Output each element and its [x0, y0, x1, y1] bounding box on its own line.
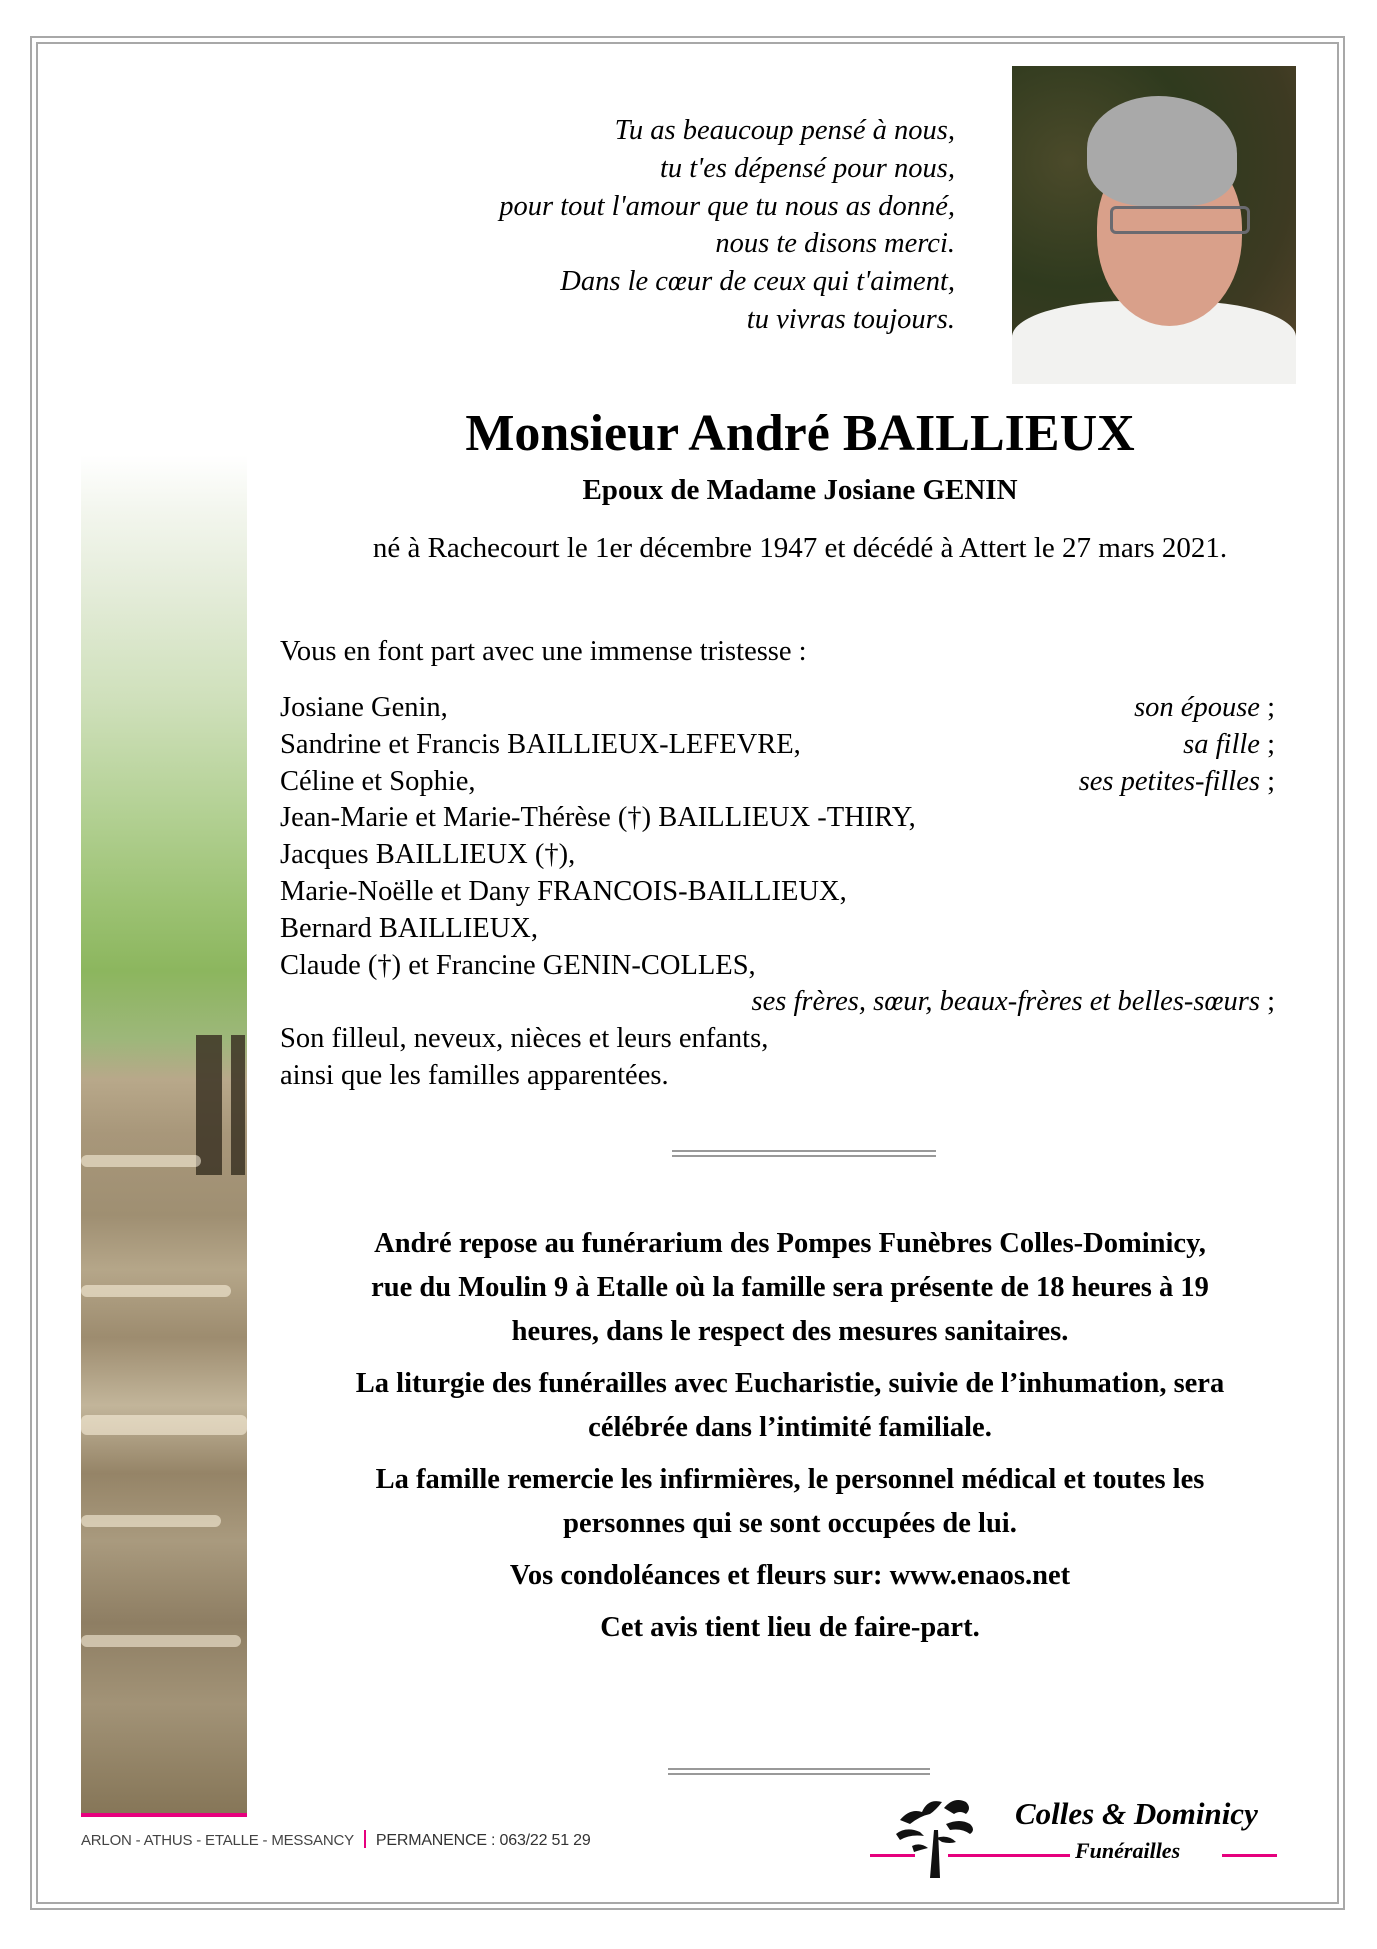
relation-text: son épouse [1134, 692, 1260, 723]
notice-paragraph [285, 1458, 1295, 1546]
family-row [280, 874, 1275, 911]
relation-suffix: ; [1259, 728, 1275, 760]
sunlight-patch [81, 1285, 231, 1297]
family-row [280, 837, 1275, 874]
notice-line: rue du Moulin 9 à Etalle où la famille sera présente de 18 heures à 19 [371, 1272, 1209, 1303]
announcement-intro: Vous en font part avec une immense tristesse : [280, 636, 807, 667]
relation-text: sa fille [1183, 728, 1260, 760]
notice-line: André repose au funérarium des Pompes Funèbres Colles-Dominicy, [374, 1228, 1206, 1259]
family-row [280, 727, 1275, 764]
footer-locations: ARLON - ATHUS - ETALLE - MESSANCY [81, 1832, 354, 1849]
family-member: Jean-Marie et Marie-Thérèse (†) BAILLIEUX -THIRY, [280, 802, 916, 834]
poem-line: tu vivras toujours. [746, 303, 955, 335]
family-member: Sandrine et Francis BAILLIEUX-LEFEVRE, [280, 728, 801, 760]
family-member: Marie-Noëlle et Dany FRANCOIS-BAILLIEUX, [280, 875, 847, 907]
relation [1079, 764, 1275, 801]
divider [672, 1150, 936, 1157]
portrait-photo [1012, 66, 1296, 384]
family-member: Bernard BAILLIEUX, [280, 912, 539, 944]
poem-line: tu t'es dépensé pour nous, [659, 152, 955, 184]
separator [364, 1830, 366, 1848]
family-member: Jacques BAILLIEUX (†), [280, 839, 576, 871]
tree-icon [890, 1790, 990, 1880]
logo-brand-name: Colles & Dominicy [1015, 1796, 1258, 1831]
footer-contact [81, 1830, 591, 1850]
family-row [280, 948, 1275, 985]
logo-accent-line [870, 1854, 915, 1857]
accent-bar [81, 1813, 247, 1817]
spouse-line: Epoux de Madame Josiane GENIN [582, 474, 1018, 506]
family-row [280, 800, 1275, 837]
funeral-notice [285, 1222, 1295, 1658]
relation-text: ses petites-filles [1078, 765, 1260, 797]
poem-line: Tu as beaucoup pensé à nous, [614, 115, 955, 146]
notice-line: Cet avis tient lieu de faire-part. [600, 1612, 980, 1643]
logo-accent-line [1222, 1854, 1277, 1857]
notice-paragraph [285, 1606, 1295, 1650]
deceased-name: Monsieur André BAILLIEUX [465, 405, 1135, 462]
poem-line: pour tout l'amour que tu nous as donné, [499, 190, 955, 222]
footer-permanence: PERMANENCE : 063/22 51 29 [375, 1832, 591, 1849]
poem [499, 112, 955, 339]
relation-suffix: ; [1259, 986, 1275, 1018]
sunlight-patch [81, 1635, 241, 1647]
family-list [280, 690, 1275, 1095]
family-row [280, 764, 1275, 801]
divider [668, 1768, 930, 1775]
portrait-glasses [1110, 206, 1250, 234]
family-closing: ainsi que les familles apparentées. [280, 1059, 669, 1091]
tree-trunk [231, 1035, 245, 1175]
family-closing: Son filleul, neveux, nièces et leurs enfants, [280, 1023, 769, 1055]
logo-accent-line [948, 1854, 1070, 1857]
family-member: Josiane Genin, [280, 692, 448, 723]
sunlight-patch [81, 1155, 201, 1167]
logo-subtitle: Funérailles [1075, 1838, 1181, 1863]
notice-line: La liturgie des funérailles avec Eucharistie, suivie de l’inhumation, sera [355, 1368, 1225, 1399]
family-member: Claude (†) et Francine GENIN-COLLES, [280, 949, 756, 981]
family-row [280, 690, 1275, 727]
family-member: Céline et Sophie, [280, 765, 476, 797]
relation [1183, 727, 1275, 764]
notice-line: heures, dans le respect des mesures sanitaires. [511, 1316, 1069, 1347]
funeral-home-logo [870, 1782, 1300, 1882]
notice-paragraph [285, 1222, 1295, 1354]
siblings-relation [280, 984, 1275, 1021]
relation [1134, 690, 1275, 727]
notice-paragraph [285, 1362, 1295, 1450]
relation-suffix: ; [1259, 692, 1275, 723]
notice-line: personnes qui se sont occupées de lui. [563, 1508, 1017, 1539]
poem-line: Dans le cœur de ceux qui t'aiment, [560, 266, 955, 298]
relation-suffix: ; [1259, 765, 1275, 797]
forest-path-photo [81, 455, 247, 1813]
relation-text: ses frères, sœur, beaux-frères et belles-sœurs [751, 986, 1260, 1018]
tree-trunk [196, 1035, 222, 1175]
sunlight-patch [81, 1415, 247, 1435]
notice-line: célébrée dans l’intimité familiale. [588, 1412, 992, 1443]
condolences-line [285, 1554, 1295, 1598]
family-row [280, 911, 1275, 948]
notice-line: La famille remercie les infirmières, le personnel médical et toutes les [375, 1464, 1205, 1495]
poem-line: nous te disons merci. [715, 228, 955, 260]
notice-line: Vos condoléances et fleurs sur: www.enaos.net [509, 1560, 1071, 1591]
sunlight-patch [81, 1515, 221, 1527]
portrait-hair [1087, 96, 1237, 206]
birth-death-line: né à Rachecourt le 1er décembre 1947 et décédé à Attert le 27 mars 2021. [372, 532, 1228, 564]
